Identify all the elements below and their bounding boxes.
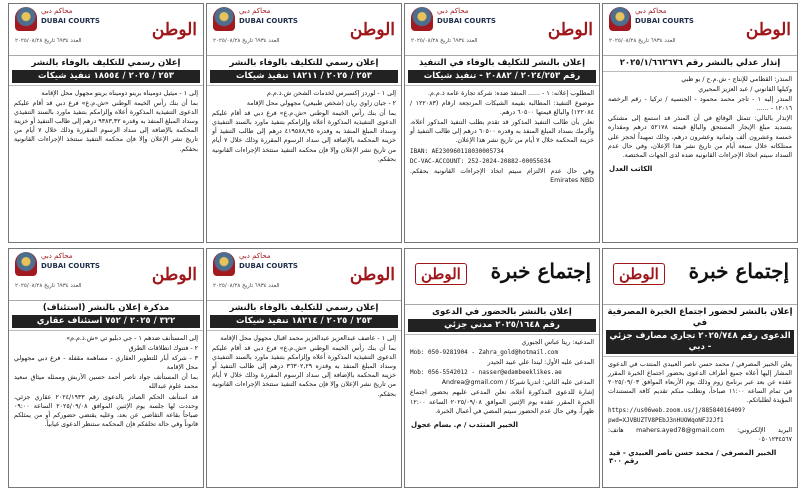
notice-paragraph: إلى ١ - عاصف عبدالعزيز عبدالعزيز محمد اقبال مجهول محل الإقامة <box>220 335 396 342</box>
notice-card <box>602 248 798 488</box>
notice-body <box>207 331 401 403</box>
notice-paragraph: المدعى عليه الثاني: اندريا شيركا / Andrea@gmail.com <box>441 379 594 387</box>
notice-paragraph: يعلن الخبير المصرفي / محمد حسن ناصر العبيدي المنتدب في الدعوى المشار إليها أعلاه جميع أطراف الدعوى بحضور اجتماع الخبرة المقرر عقده عن بعد عبر برنامج زوم وذلك يوم الأربعاء الموافق ٢٠٢٥/٠٩/٠٣ في تمام الساعة ١١:٠٠ صباحاً، ونطلب منكم تقديم كافة المستندات المؤيدة لطلباتكم. <box>608 361 792 405</box>
notice-header <box>405 249 599 305</box>
dubai-courts-name-en: DUBAI COURTS <box>41 17 100 25</box>
case-number: الدعوى رقم ٢٠٢٥/٧٤٨ تجاري مصارف جزئي - دبي <box>606 330 794 354</box>
notice-header <box>207 249 401 301</box>
case-number: ٢٥٣ / ٢٠٢٥ / ١٨٢١١ تنفيذ شيكات <box>210 70 398 83</box>
dubai-courts-name-en: DUBAI COURTS <box>239 262 298 270</box>
notice-paragraph: إشارة للدعوى المذكورة أعلاه، نعلن المدعى عليهم بحضور اجتماع الخبرة المقرر عقده يوم الإثنين الموافق ٢٠٢٥/٠٩/٠٨ الساعة ١٢:٠٠ ظهراً، وفي حال عدم الحضور سيتم المضي في أعمال الخبرة. <box>410 389 594 415</box>
notice-title <box>9 56 203 86</box>
dubai-courts-logo <box>213 7 298 33</box>
dubai-courts-emblem-icon <box>213 7 235 31</box>
notice-paragraph: إلى ١ - لوردز إكسبرس لخدمات الشحن ش.ذ.م.م <box>266 90 396 97</box>
issue-date: العدد ٦٩٣٤ تاريخ ٢٠٢٥/٠٨/٢٨ <box>213 38 280 44</box>
notice-title-top: مذكرة إعلان بالنشر (استئناف) <box>42 303 170 313</box>
dubai-courts-name-en: DUBAI COURTS <box>239 17 298 25</box>
notice-paragraph: ٣ - شركة أبار للتطوير العقاري - مساهمة مقفلة - فرع دبي مجهولي محل الإقامة <box>14 355 198 372</box>
notice-paragraph: وكيلها القانوني / عبد العزيز المحيري <box>698 86 792 94</box>
newspaper-logo: الوطن <box>151 20 197 40</box>
notice-paragraph: المنذر: القطامي للإنتاج - ش.م.ح / بو ظبي <box>681 76 792 83</box>
notice-body <box>9 86 203 158</box>
notice-title <box>207 56 401 86</box>
newspaper-logo: الوطن <box>613 263 665 285</box>
notice-paragraph: ٢ - جيان زاوي ريان (شخص طبيعي) مجهولي محل الإقامة <box>246 100 396 108</box>
dubai-courts-logo <box>609 7 694 33</box>
notice-paragraph: بما أن بنك رأس الخيمة الوطني «ش.م.ع» فرع دبي قد أقام عليكم الدعوى التنفيذية المذكورة أعلاه وإلزامكم بتنفيذ ماورد بالسند التنفيذي وسداد المبلغ المنفذ به وقدره ٤١٩٥٨٨,٩٥ درهم إلى طالب التنفيذ أو خزينة المحكمة بالإضافة إلى سداد الرسوم المقررة وذلك خلال ٧ أيام من تاريخ نشر الإعلان وإلا فإن محكمة التنفيذ ستتخذ الإجراءات القانونية بحقكم. <box>212 110 397 163</box>
notice-paragraph: ٢ - فتنوك انطلاقات الطرق <box>128 345 198 353</box>
notice-paragraph: بما أن بنك رأس الخيمة الوطني «ش.م.ع» فرع دبي قد أقام عليكم الدعوى التنفيذية المذكورة أعلاه وإلزامكم بتنفيذ ماورد بالسند التنفيذي وسداد المبلغ المنفذ به وقدره ٩٣٨٣,٣٢ درهم إلى طالب التنفيذ أو خزينة المحكمة بالإضافة إلى سداد الرسوم المقررة وذلك خلال ٧ أيام من تاريخ نشر الإعلان وإلا فإن محكمة التنفيذ ستتخذ الإجراءات القانونية بحقكم. <box>13 100 198 153</box>
notice-paragraph: نعلن بأن طالب التنفيذ المذكور قد تقدم بطلب التنفيذ المذكور أعلاه، وألزمك بسداد المبلغ المنفذ به وقدره ٦٠٥٠٠ درهم إلى طالب التنفيذ أو خزينة المحكمة خلال ٧ أيام من تاريخ نشر هذا الإعلان. <box>410 119 594 145</box>
issue-date: العدد ٦٩٣٤ تاريخ ٢٠٢٥/٠٨/٢٨ <box>15 38 82 44</box>
notice-body <box>405 86 599 189</box>
dubai-courts-name-en: DUBAI COURTS <box>635 17 694 25</box>
notice-card <box>8 3 204 243</box>
notice-paragraph: المدعية: ريتا عباس الجبوري <box>521 339 594 346</box>
notice-title <box>9 301 203 331</box>
dubai-courts-name-ar: محاكم دبي <box>41 252 73 260</box>
newspaper-logo: الوطن <box>745 20 791 40</box>
notice-body <box>603 357 797 448</box>
dubai-courts-emblem-icon <box>15 7 37 31</box>
notice-title <box>405 305 599 335</box>
dubai-courts-logo <box>411 7 496 33</box>
notice-title-top: إعلان بالنشر بالحضور في الدعوى <box>432 307 572 317</box>
issue-date: العدد ٦٩٣٤ تاريخ ٢٠٢٥/٠٨/٢٨ <box>609 38 676 44</box>
dubai-courts-emblem-icon <box>411 7 433 31</box>
notice-paragraph: قد استأنف الحكم الصادر بالدعوى رقم ٢٠٢٤/١٩٣٣ عقاري جزئي، وحددت لها جلسة يوم الإثنين الموافق ٢٠٢٥/٠٩/٠٨ الساعة ٠٩:٠٠ صباحاً بقاعة التقاضي عن بعد، وعليه يقتضي حضوركم أو من يمثلكم قانوناً وفي حالة تخلفكم فإن المحكمة ستنظر الدعوى غيابياً. <box>14 393 199 428</box>
notice-paragraph[interactable]: https://us06web.zoom.us/j/88584016409?pwd=XJVBUZTV8PEbJ3nHUOWqoNFJ2Jf1 <box>608 407 746 424</box>
case-number: رقم ٢٠٢٥/١٦٤٨ مدني جزئي <box>408 319 596 332</box>
notice-paragraph: المنذر إليه ١ - تاجر محمد محمود - الجنسية / تركيا - رقم الرخصة ١٢٠١٦ - ...... <box>608 96 792 113</box>
notice-paragraph: وفي حال عدم الالتزام سيتم اتخاذ الإجراءات القانونية بحقكم. Emirates NBD <box>410 167 594 184</box>
expert-meeting-title: إجتماع خبرة <box>490 259 591 283</box>
notice-paragraph: Mob: 050-9281904 - Zahra_gold@hotmail.com <box>410 349 559 357</box>
notice-card <box>602 3 798 243</box>
notice-paragraph: بما أن بنك رأس الخيمة الوطني «ش.م.ع» فرع دبي قد أقام عليكم الدعوى التنفيذية المذكورة أعلاه وإلزامكم بتنفيذ ماورد بالسند التنفيذي وسداد المبلغ المنفذ به وقدره ٣٦٣٠٢,٢٩ درهم إلى طالب التنفيذ أو خزينة المحكمة بالإضافة إلى سداد الرسوم المقررة وذلك خلال ٧ أيام من تاريخ نشر الإعلان وإلا فإن محكمة التنفيذ ستتخذ الإجراءات القانونية بحقكم. <box>212 345 397 398</box>
expert-meeting-title: إجتماع خبرة <box>688 259 789 283</box>
notice-title <box>405 56 599 86</box>
issue-date: العدد ٦٩٣٤ تاريخ ٢٠٢٥/٠٨/٢٨ <box>15 283 82 289</box>
notice-paragraph: موضوع التنفيذ: المطالبة بقيمة الشيكات المرتجعة ارقام (١٢٢٠٨٣ / ١٢٢٠٨٤) والبالغ قيمتها ٦٠٥٠٠ درهم. <box>410 100 595 117</box>
notice-header <box>405 4 599 56</box>
newspaper-logo: الوطن <box>349 265 395 285</box>
dubai-courts-logo <box>15 252 100 278</box>
notice-title-top: إنذار عدلي بالنشر رقم ٢٠٢٥/١/٦٦٢٦٧٦ <box>619 58 781 68</box>
notice-body <box>9 331 203 433</box>
notice-card <box>206 3 402 243</box>
notice-paragraph: إلى المستأنف ضدهم ١ - جي دبليو تي «ش.ذ.م.م» <box>66 335 198 342</box>
dubai-courts-name-en: DUBAI COURTS <box>41 262 100 270</box>
newspaper-logo: الوطن <box>349 20 395 40</box>
notice-body <box>405 335 599 420</box>
newspaper-logo: الوطن <box>151 265 197 285</box>
dubai-courts-logo <box>15 7 100 33</box>
dubai-courts-name-ar: محاكم دبي <box>239 252 271 260</box>
notice-title-top: إعلان رسمي للتكليف بالوفاء بالنشر <box>31 58 181 68</box>
notice-title <box>603 305 797 357</box>
notice-title-top: إعلان بالنشر للتكليف بالوفاء في التنفيذ <box>418 58 586 68</box>
notice-title-top: إعلان رسمي للتكليف بالوفاء بالنشر <box>229 58 379 68</box>
case-number: ٢٥٣ / ٢٠٢٥ / ١٨٢١٤ تنفيذ شيكات <box>210 315 398 328</box>
dubai-courts-emblem-icon <box>15 252 37 276</box>
notice-title-top: إعلان رسمي للتكليف بالوفاء بالنشر <box>229 303 379 313</box>
case-number: رقم ٢٠٢٤/٢٥٣ / ٢٠٨٨٢ - تنفيذ شيكات <box>408 70 596 83</box>
dubai-courts-name-ar: محاكم دبي <box>239 7 271 15</box>
newspaper-logo: الوطن <box>415 263 467 285</box>
notice-paragraph: DC-VAC-ACCOUNT: 252-2024-20882-00055634 <box>410 157 551 165</box>
dubai-courts-logo <box>213 252 298 278</box>
notice-card <box>206 248 402 488</box>
dubai-courts-emblem-icon <box>609 7 631 31</box>
notice-header <box>603 4 797 56</box>
notice-body <box>603 72 797 164</box>
dubai-courts-emblem-icon <box>213 252 235 276</box>
notice-title <box>603 56 797 72</box>
notice-paragraph: الإنذار بالتالي: تتمثل الوقائع في أن المنذر قد استمع إلى مشتكي بتسديد مبلغ الإيجار المستحق والبالغ قيمته ٥٢١٧٨ درهم ومقداره خمسة وعشرون ألف وثمانية وعشرون درهم، وذلك تمهيداً لحجز على ممتلكاته خلال سبعة أيام من تاريخ نشر هذا الإعلان، وفي حال عدم السداد سيتم اتخاذ الإجراءات القانونية ضده لدى الجهات المختصة. <box>608 115 792 159</box>
notice-paragraph: المدعى عليه الأول: ليندا علي عبيد الحيدر <box>487 359 594 367</box>
newspaper-logo: الوطن <box>547 20 593 40</box>
case-number: ٢٥٣ / ٢٠٢٥ / ١٨٥٥٤ تنفيذ شيكات <box>12 70 200 83</box>
notice-card <box>404 3 600 243</box>
issue-date: العدد ٦٩٣٤ تاريخ ٢٠٢٥/٠٨/٢٨ <box>213 283 280 289</box>
notice-paragraph: IBAN: AE230960118030005734 <box>410 147 504 155</box>
case-number: ٣٢٢ / ٢٠٢٥ / ٧٥٢ استئناف عقاري <box>12 315 200 328</box>
notice-signature: الخبير المنتدب / م. بسام عجول <box>411 420 518 429</box>
notice-signature: الكاتب العدل <box>609 164 653 173</box>
notice-header <box>603 249 797 305</box>
issue-date: العدد ٦٩٣٤ تاريخ ٢٠٢٥/٠٨/٢٨ <box>411 38 478 44</box>
notice-header <box>9 249 203 301</box>
notice-paragraph: إلى ١ - ميثيل دوميناه برينو دوميناه بريتو مجهول محل الإقامة <box>41 90 198 97</box>
dubai-courts-name-ar: محاكم دبي <box>41 7 73 15</box>
notice-card <box>8 248 204 488</box>
notice-signature: الخبير المصرفي / محمد حسن ناصر العبيدي - قيد رقم ٣٠٠ <box>609 448 777 465</box>
dubai-courts-name-ar: محاكم دبي <box>635 7 667 15</box>
notice-paragraph: المطلوب إعلانه: ١ - ...... المنفذ ضده: شركة تجارة عامة ذ.م.م. <box>428 90 594 97</box>
notice-header <box>207 4 401 56</box>
dubai-courts-name-ar: محاكم دبي <box>437 7 469 15</box>
notice-body <box>207 86 401 168</box>
notice-card <box>404 248 600 488</box>
notice-paragraph: البريد الإلكتروني: mahers.ayed78@gmail.com هاتف: ٠٥٠١٢٣٤٥٦٧ <box>608 426 792 443</box>
notice-paragraph: بما أن المستأنف جواد ناصر أحمد حسين الأربش وممثله ميثاق سعيد محمد علوم عبدالله <box>14 374 198 391</box>
notice-title <box>207 301 401 331</box>
notice-header <box>9 4 203 56</box>
notice-paragraph: Mob: 056-5542012 - nasser@edambeeklikes.ae <box>410 369 562 377</box>
dubai-courts-name-en: DUBAI COURTS <box>437 17 496 25</box>
notice-title-top: إعلان بالنشر لحضور اجتماع الخبرة المصرفية في <box>607 307 793 328</box>
